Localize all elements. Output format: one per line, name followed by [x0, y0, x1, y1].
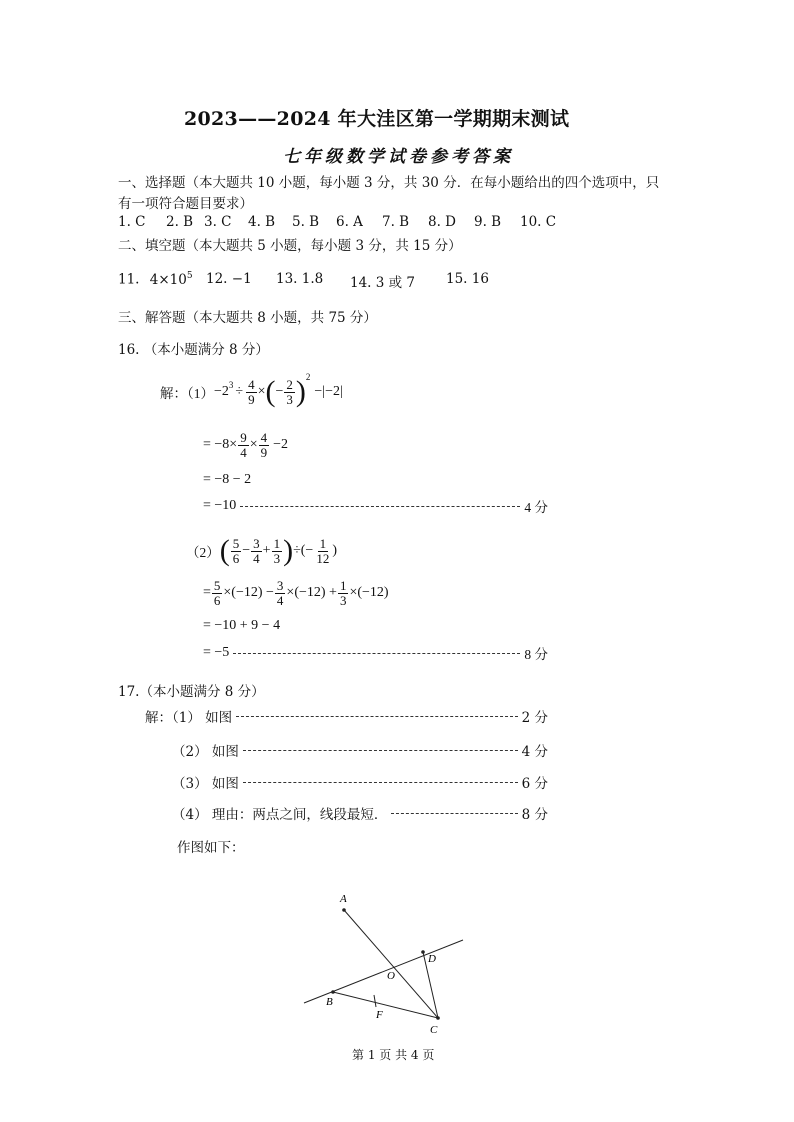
q16-s3-dashes	[240, 506, 520, 507]
q17-r1-dashes	[236, 716, 517, 717]
q16-step1	[203, 425, 288, 465]
answer-12: 12. −1	[206, 271, 252, 287]
answer-11	[118, 271, 206, 291]
label-a: A	[340, 893, 347, 905]
q16-t1-frac-c	[338, 579, 349, 607]
label-c: C	[430, 1024, 438, 1036]
q16-t3-score: 8 分	[524, 647, 548, 662]
q17-r4-label: （4） 理由：两点之间，线段最短．	[172, 807, 388, 823]
q16-s1-frac2-den: 9	[260, 444, 268, 460]
q16-part1-label: 解：（1）	[160, 386, 214, 401]
q16-p2-frac-a	[231, 537, 242, 565]
q16-p2-frac-b-num: 3	[253, 535, 260, 551]
label-b: B	[326, 996, 333, 1008]
q16-t1-tail: ×(−12)	[349, 585, 389, 600]
answer-8: 8. D	[428, 214, 456, 230]
q16-p2-frac-b-den: 4	[253, 550, 260, 566]
q16-p2-frac-a-num: 5	[232, 535, 240, 551]
section3-heading: 三、解答题（本大题共 8 小题，共 75 分）	[118, 310, 377, 326]
q16-part2-step3	[203, 643, 548, 663]
answer-11-exponent: 5	[186, 271, 193, 281]
answer-6: 6. A	[336, 214, 363, 230]
q17-r3-score: 6 分	[521, 776, 548, 792]
q17-row1	[145, 706, 548, 726]
q16-t3-dashes	[233, 653, 520, 654]
q16-p1-tail: −|−2|	[314, 384, 343, 399]
q16-step2: = −8 − 2	[203, 472, 252, 487]
answer-11-base: 4×10	[149, 271, 187, 288]
q17-r3-dashes	[243, 782, 518, 783]
q17-r1-score: 2 分	[521, 710, 548, 726]
q16-s1-eq: = −8×	[203, 437, 238, 452]
q16-s1-frac1	[238, 431, 249, 459]
answer-3: 3. C	[204, 214, 232, 230]
q17-r4-score: 8 分	[521, 807, 548, 823]
answer-13: 13. 1.8	[276, 271, 324, 287]
label-d: D	[428, 953, 436, 965]
q17-r2-label: （2） 如图	[172, 744, 239, 760]
q16-p2-lparen: (	[219, 534, 230, 567]
point-c	[436, 1016, 440, 1020]
section2-answers	[118, 271, 489, 291]
section1-heading-line1: 一、选择题（本大题共 10 小题，每小题 3 分，共 30 分．在每小题给出的四个选项中，只	[118, 175, 660, 191]
q16-p2-div: ÷(−	[293, 543, 314, 558]
label-f: F	[376, 1009, 383, 1021]
q16-p2-frac-d-den: 12	[316, 550, 330, 566]
q16-p1-frac2-den: 3	[286, 391, 293, 407]
q17-figure-caption: 作图如下：	[177, 840, 245, 856]
section1-answers	[118, 214, 556, 230]
q16-p1-square: 2	[305, 372, 311, 382]
q17-row2	[172, 740, 548, 760]
q16-p2-frac-c	[272, 537, 283, 565]
answer-2: 2. B	[166, 214, 194, 230]
q16-s1-frac1-num: 9	[240, 429, 247, 445]
q16-p2-plus: +	[262, 543, 271, 558]
q16-p1-base: −2	[214, 384, 229, 399]
point-a	[342, 908, 346, 912]
q16-part2-step1	[203, 573, 389, 613]
q16-t1-eq: =	[203, 585, 211, 600]
q16-t1-frac-a-den: 6	[213, 592, 221, 608]
q16-p1-lparen: (	[265, 375, 276, 408]
tick-mark-f	[374, 995, 376, 1007]
answer-11-label: 11.	[118, 271, 140, 288]
q16-t1-frac-a-num: 5	[213, 577, 221, 593]
page-title: 2023——2024 年大洼区第一学期期末测试	[184, 108, 570, 130]
q16-p1-rparen: )	[295, 375, 306, 408]
q16-p2-frac-d-num: 1	[319, 535, 327, 551]
q16-t1-frac-b-num: 3	[276, 577, 284, 593]
answer-14: 14. 3 或 7	[350, 275, 416, 291]
q17-row4	[172, 803, 548, 823]
q17-r2-score: 4 分	[521, 744, 548, 760]
q16-p1-frac2-sign: −	[275, 384, 284, 399]
q17-r1-label: 解：（1） 如图	[145, 710, 233, 726]
line-through-b-d	[304, 940, 463, 1003]
answer-7: 7. B	[382, 214, 410, 230]
q16-p1-div: ÷	[235, 384, 244, 399]
q16-p2-rparen: )	[283, 534, 294, 567]
q16-part2-expression	[186, 527, 337, 575]
answer-1: 1. C	[118, 214, 146, 230]
q17-r3-label: （3） 如图	[172, 776, 239, 792]
q17-r4-dashes	[391, 813, 517, 814]
q16-t1-frac-c-den: 3	[339, 592, 347, 608]
line-ao	[344, 910, 438, 1018]
answer-9: 9. B	[474, 214, 502, 230]
q16-t3-value: = −5	[203, 645, 230, 660]
answer-4: 4. B	[248, 214, 276, 230]
q17-header: 17.（本小题满分 8 分）	[118, 684, 265, 700]
q16-header: 16. （本小题满分 8 分）	[118, 342, 269, 358]
page-subtitle: 七年级数学试卷参考答案	[283, 147, 514, 167]
q16-t1-mid1: ×(−12) −	[223, 585, 274, 600]
q16-p2-close: )	[332, 543, 337, 558]
answer-10: 10. C	[520, 214, 557, 230]
q16-p2-frac-b	[251, 537, 262, 565]
q16-p2-frac-a-den: 6	[232, 550, 240, 566]
q16-p1-frac2-num: 2	[286, 376, 293, 392]
section1-heading-line2: 有一项符合题目要求）	[118, 196, 253, 212]
q16-p2-minus: −	[242, 543, 251, 558]
q16-s3-score: 4 分	[524, 500, 548, 515]
q16-p2-frac-c-num: 1	[273, 535, 281, 551]
q16-part2-step2: = −10 + 9 − 4	[203, 618, 281, 633]
q16-s1-times: ×	[249, 437, 258, 452]
q16-s1-frac1-den: 4	[240, 444, 247, 460]
q16-s1-frac2	[259, 431, 270, 459]
section2-heading: 二、填空题（本大题共 5 小题，每小题 3 分，共 15 分）	[118, 238, 462, 254]
q16-t1-frac-a	[212, 579, 223, 607]
q16-p1-times: ×	[257, 384, 266, 399]
q16-t1-frac-b	[275, 579, 286, 607]
q16-p1-frac1-num: 4	[248, 376, 255, 392]
q16-s1-tail: −2	[273, 437, 288, 452]
q16-p2-frac-c-den: 3	[273, 550, 281, 566]
geometry-figure	[290, 885, 480, 1040]
answer-15: 15. 16	[446, 271, 489, 287]
q16-part1-expression	[160, 368, 343, 416]
segment-bc	[333, 992, 438, 1018]
page-footer: 第 1 页 共 4 页	[352, 1048, 435, 1062]
point-d	[421, 950, 425, 954]
q16-p1-frac2	[284, 378, 295, 406]
q16-p1-frac1	[246, 378, 257, 406]
q16-p2-frac-d	[314, 537, 331, 565]
q16-s3-value: = −10	[203, 498, 237, 513]
q16-p1-exp: 3	[228, 380, 234, 390]
q16-s1-frac2-num: 4	[260, 429, 268, 445]
q16-p1-frac1-den: 9	[248, 391, 255, 407]
q16-t1-frac-b-den: 4	[276, 592, 284, 608]
q16-t1-frac-c-num: 1	[339, 577, 347, 593]
q16-step3	[203, 496, 548, 516]
q17-r2-dashes	[243, 750, 518, 751]
q16-part2-label: （2）	[186, 545, 220, 560]
point-b	[331, 990, 335, 994]
answer-5: 5. B	[292, 214, 320, 230]
q16-t1-mid2: ×(−12) +	[286, 585, 337, 600]
q17-row3	[172, 772, 548, 792]
label-o: O	[387, 970, 395, 982]
